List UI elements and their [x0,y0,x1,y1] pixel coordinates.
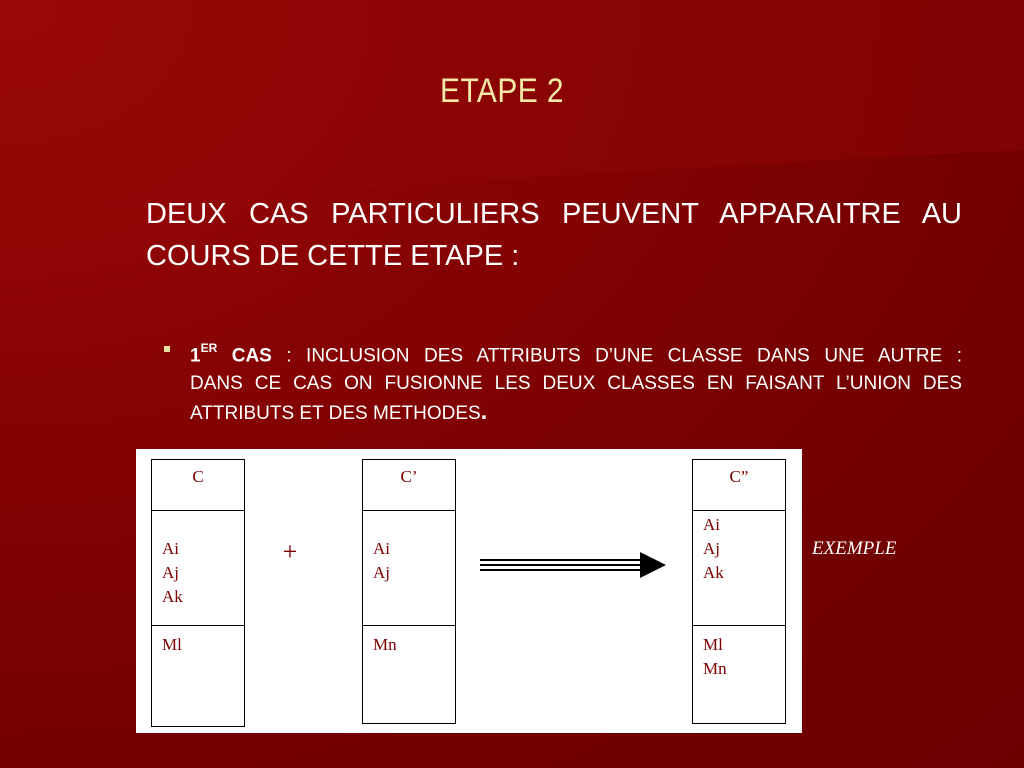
attribute: Ai [373,539,390,558]
bullet-line-3 [190,398,962,428]
class-box-c-prime [362,459,456,724]
class-name: C” [693,460,785,511]
class-diagram [136,449,802,733]
slide-title: ETAPE 2 [440,72,564,110]
method: Ml [703,635,723,654]
method: Mn [373,635,397,654]
class-attributes [363,510,455,626]
plus-sign: + [282,537,298,566]
subtitle-line-2: COURS DE CETTE ETAPE : [146,240,520,272]
class-attributes [693,510,785,626]
class-methods [152,627,244,726]
class-methods [693,627,785,723]
method: Mn [703,659,727,678]
bullet-line-2: DANS CE CAS ON FUSIONNE LES DEUX CLASSES EN FAISANT L’UNION DES [190,373,962,395]
attribute: Ak [703,563,724,582]
attribute: Ai [703,515,720,534]
case-ordinal: ER [200,341,218,355]
bullet-line-3-text: ATTRIBUTS ET DES METHODES [190,403,481,425]
class-methods [363,627,455,723]
subtitle-line-1: DEUX CAS PARTICULIERS PEUVENT APPARAITRE AU [146,198,962,230]
slide-subtitle [146,193,962,277]
bullet-line-1-text: : INCLUSION DES ATTRIBUTS D’UNE CLASSE DANS UNE AUTRE : [286,345,962,367]
method: Ml [162,635,182,654]
class-box-c [151,459,245,727]
attribute: Aj [162,563,179,582]
case-label: CAS [231,345,272,367]
class-attributes [152,510,244,626]
example-label: EXEMPLE [812,538,897,559]
bullet-period: . [480,398,488,426]
attribute: Ai [162,539,179,558]
class-name: C’ [363,460,455,511]
bullet-line-1 [190,336,962,370]
attribute: Ak [162,587,183,606]
attribute: Aj [703,539,720,558]
class-box-c-double-prime [692,459,786,724]
bullet-square-icon [164,346,170,352]
right-arrow-icon [480,549,670,583]
bullet-paragraph [190,336,962,428]
class-name: C [152,460,244,511]
attribute: Aj [373,563,390,582]
case-number: 1 [190,345,201,367]
